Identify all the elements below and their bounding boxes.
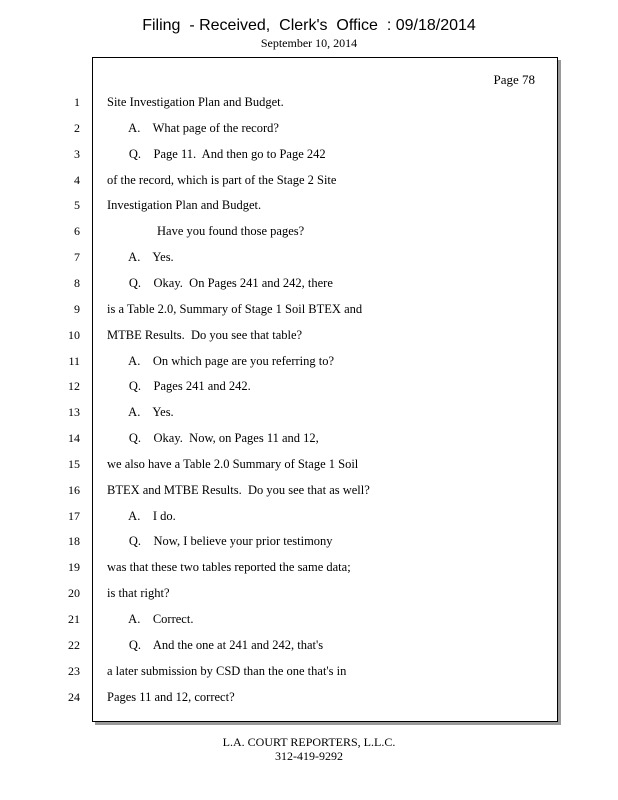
line-number: 8 (74, 276, 80, 290)
transcript-line-text: A. Yes. (107, 250, 174, 264)
transcript-line-text: A. Correct. (107, 612, 194, 626)
transcript-line-text: Q. Okay. Now, on Pages 11 and 12, (107, 431, 319, 445)
transcript-line-text: Pages 11 and 12, correct? (107, 690, 235, 704)
page-number: Page 78 (493, 72, 535, 87)
transcript-line-text: a later submission by CSD than the one that's in (107, 664, 347, 678)
reporter-phone: 312-419-9292 (275, 749, 343, 763)
line-number: 17 (68, 509, 80, 523)
line-number: 11 (68, 354, 80, 368)
line-number: 13 (68, 405, 80, 419)
line-number: 24 (68, 690, 80, 704)
line-number: 23 (68, 664, 80, 678)
transcript-line-text: Q. Okay. On Pages 241 and 242, there (107, 276, 333, 290)
transcript-line-text: is a Table 2.0, Summary of Stage 1 Soil BTEX and (107, 302, 363, 316)
line-number: 7 (74, 250, 80, 264)
transcript-line-text: is that right? (107, 586, 170, 600)
transcript-line-text: was that these two tables reported the same data; (107, 560, 351, 574)
filing-stamp: Filing - Received, Clerk's Office : 09/18/2014 (142, 17, 476, 34)
line-number: 6 (74, 224, 80, 238)
transcript-line-text: BTEX and MTBE Results. Do you see that as well? (107, 483, 370, 497)
line-number: 16 (68, 483, 80, 497)
transcript-line-text: Q. And the one at 241 and 242, that's (107, 638, 324, 652)
transcript-line-text: Q. Pages 241 and 242. (107, 379, 251, 393)
transcript-line-text: Q. Page 11. And then go to Page 242 (107, 147, 326, 161)
transcript-line-text: A. What page of the record? (107, 121, 279, 135)
transcript-line-text: Q. Now, I believe your prior testimony (107, 534, 333, 548)
line-number: 19 (68, 560, 80, 574)
line-number: 10 (68, 328, 80, 342)
transcript-line-text: MTBE Results. Do you see that table? (107, 328, 303, 342)
transcript-line-text: of the record, which is part of the Stage 2 Site (107, 173, 337, 187)
line-number: 21 (68, 612, 80, 626)
line-number: 12 (68, 379, 80, 393)
line-number: 4 (74, 173, 80, 187)
line-number: 22 (68, 638, 80, 652)
transcript-line-text: Site Investigation Plan and Budget. (107, 95, 284, 109)
reporter-company: L.A. COURT REPORTERS, L.L.C. (222, 735, 396, 749)
line-number: 9 (74, 302, 80, 316)
line-number: 5 (74, 198, 80, 212)
line-number: 15 (68, 457, 80, 471)
line-number: 18 (68, 534, 80, 548)
transcript-line-text: we also have a Table 2.0 Summary of Stage 1 Soil (107, 457, 359, 471)
transcript-line-text: Investigation Plan and Budget. (107, 198, 262, 212)
line-number: 3 (74, 147, 80, 161)
transcript-line-text: A. Yes. (107, 405, 174, 419)
deposition-date: September 10, 2014 (260, 36, 358, 50)
transcript-line-text: Have you found those pages? (107, 224, 305, 238)
line-number: 1 (74, 95, 80, 109)
transcript-line-text: A. On which page are you referring to? (107, 354, 335, 368)
line-number: 14 (68, 431, 80, 445)
transcript-line-text: A. I do. (107, 509, 176, 523)
line-number: 2 (74, 121, 80, 135)
line-number: 20 (68, 586, 80, 600)
